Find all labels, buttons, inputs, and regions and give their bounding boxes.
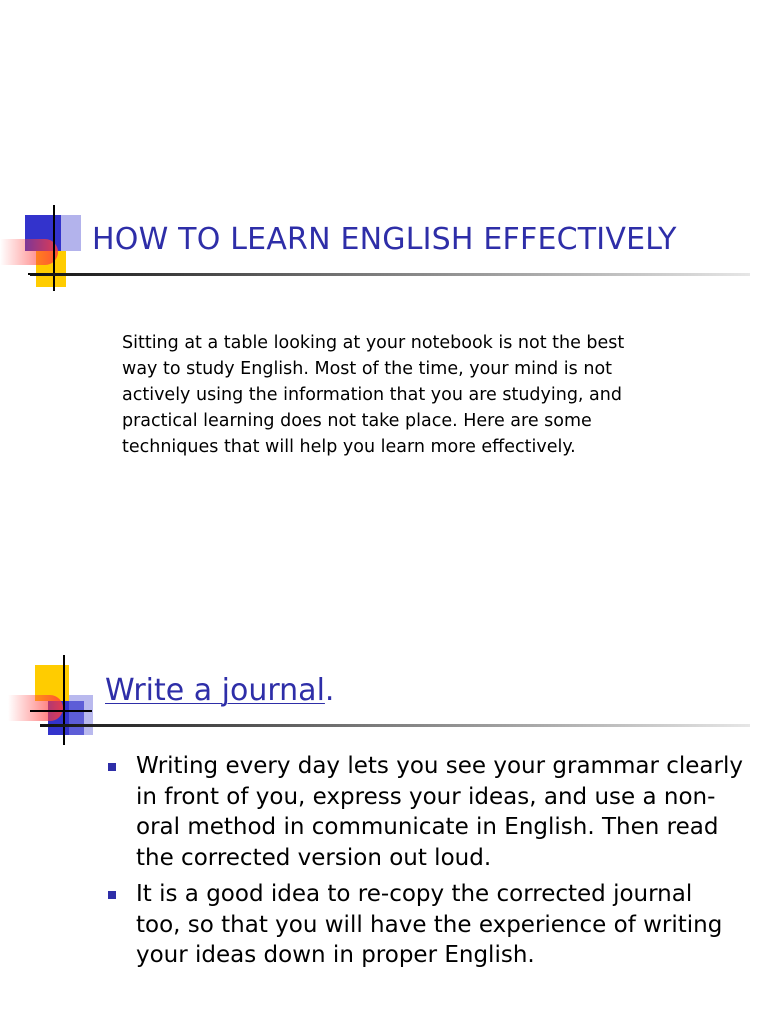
square-bullet-icon xyxy=(108,891,116,899)
corner-logo-icon xyxy=(8,655,98,750)
bullet-text: It is a good idea to re-copy the corrected journal too, so that you will have the experience of writing your ideas down in proper English. xyxy=(136,881,723,968)
list-item xyxy=(104,879,744,971)
slide-title xyxy=(105,673,334,708)
intro-paragraph: Sitting at a table looking at your notebook is not the best way to study English. Most of the time, your mind is not actively using the information that you are studying, and practical learning does not take place. Here are some techniques that will help you learn more effectively. xyxy=(122,333,625,457)
slide-title: HOW TO LEARN ENGLISH EFFECTIVELY xyxy=(92,222,677,257)
title-rule xyxy=(40,724,750,727)
square-bullet-icon xyxy=(108,763,116,771)
title-period: . xyxy=(324,673,335,708)
list-item xyxy=(104,751,744,873)
bullet-text: Writing every day lets you see your grammar clearly in front of you, express your ideas, and use a non-oral method in communicate in English. Then read the corrected version out loud. xyxy=(136,753,743,871)
journal-link[interactable]: Write a journal xyxy=(105,673,325,708)
bullet-list xyxy=(104,751,744,977)
